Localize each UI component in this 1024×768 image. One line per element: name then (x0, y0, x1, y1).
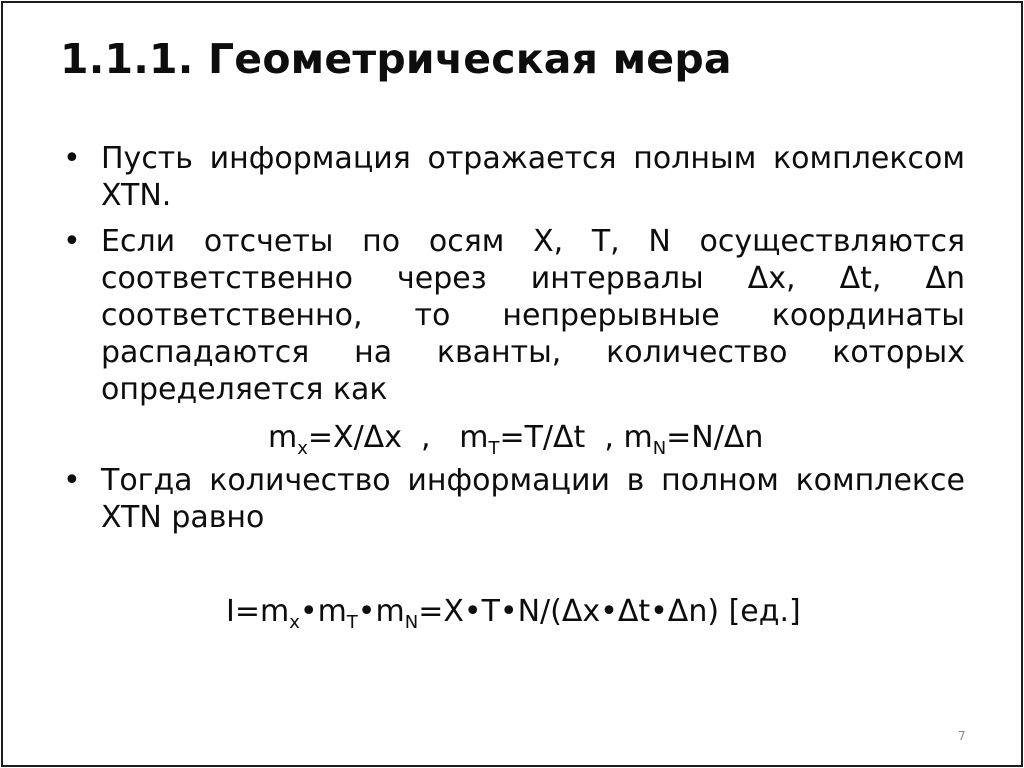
information-formula (226, 593, 801, 633)
formula-text: I=m (226, 594, 290, 629)
formula-text: m (459, 420, 489, 455)
slide-title: 1.1.1. Геометрическая мера (60, 35, 732, 83)
formula-subscript: T (488, 438, 500, 459)
formula-text: m (268, 420, 298, 455)
bullet-item (63, 140, 965, 214)
formula-text: m (623, 420, 653, 455)
formula-text: •m (357, 594, 405, 629)
slide (1, 1, 1023, 767)
bullet-item (63, 462, 965, 536)
formula-subscript: x (289, 612, 300, 633)
formula-text: =T/Δt (499, 420, 586, 455)
bullet-line: Пусть информация отражается полным комплексом (101, 141, 965, 176)
formula-subscript: N (404, 612, 419, 633)
bullet-line: соответственно через интервалы Δx, Δt, Δn (101, 261, 965, 296)
formula-subscript: x (297, 438, 308, 459)
bullet-marker: • (63, 141, 81, 176)
bullet-line: соответственно, то непрерывные координаты (101, 298, 965, 333)
bullet-item (63, 223, 965, 408)
formula-text: =X/Δx (307, 420, 402, 455)
bullet-marker: • (63, 224, 81, 259)
formula-text: =N/Δn (666, 420, 764, 455)
formula-text: •m (299, 594, 347, 629)
formula-separator: , (421, 420, 431, 455)
bullet-line: распадаются на кванты, количество которых (101, 335, 965, 370)
bullet-line: Тогда количество информации в полном комплексе (101, 463, 965, 498)
bullet-line: XTN равно (101, 500, 265, 535)
bullet-marker: • (63, 463, 81, 498)
bullet-line: определяется как (101, 372, 388, 407)
formula-subscript: T (346, 612, 358, 633)
formula-text: =X•T•N/(Δx•Δt•Δn) [ед.] (418, 594, 801, 629)
bullet-line: Если отсчеты по осям X, T, N осуществляются (101, 224, 965, 259)
formula-subscript: N (652, 438, 667, 459)
bullet-line: XTN. (101, 178, 172, 213)
page-number: 7 (958, 729, 966, 743)
quanta-formula (268, 419, 764, 459)
formula-separator: , (604, 420, 614, 455)
